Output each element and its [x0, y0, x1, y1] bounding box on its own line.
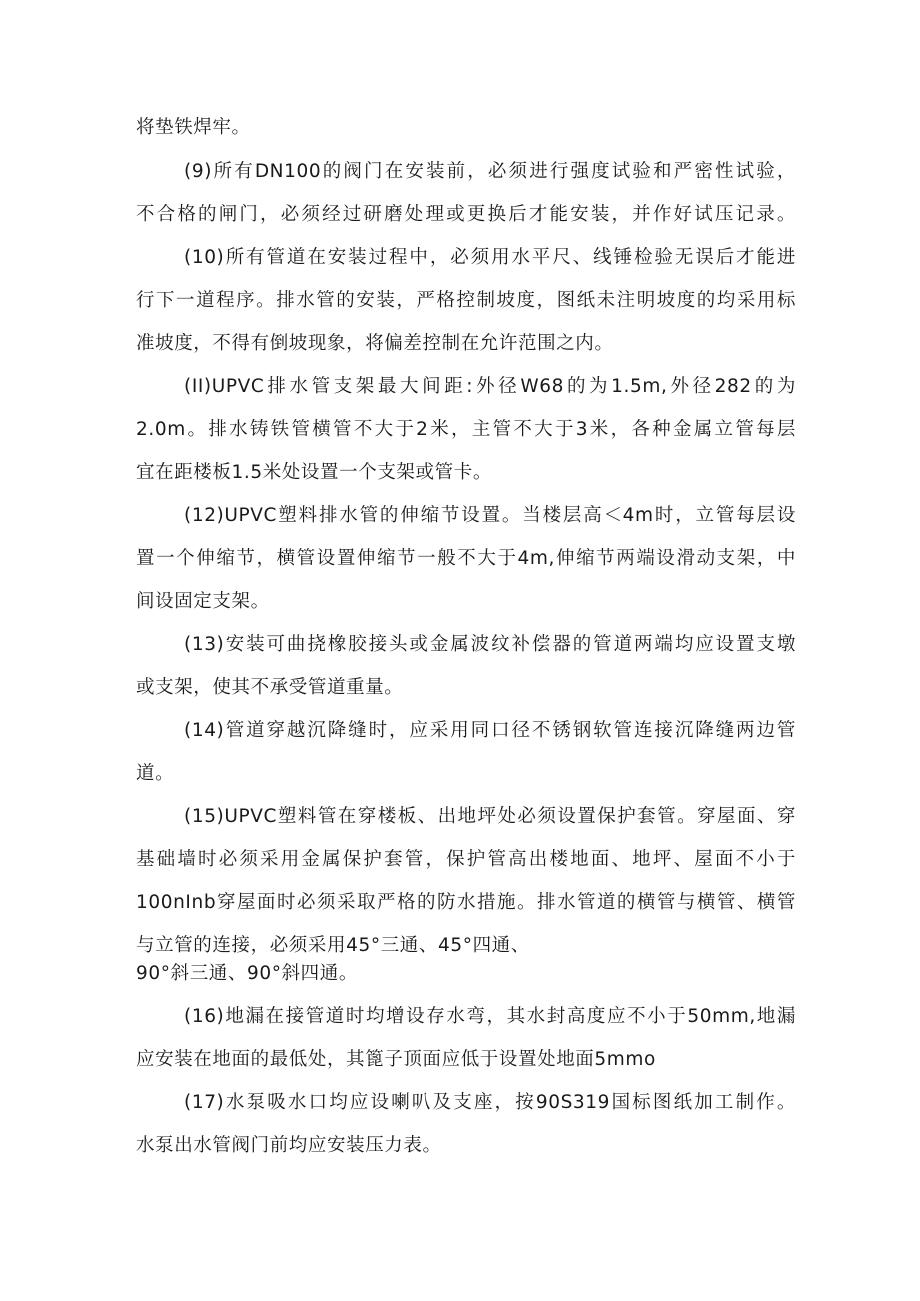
paragraph-12-line-3: 间设固定支架。	[136, 591, 270, 612]
paragraph-16-line-2: 应安装在地面的最低处，其篦子顶面应低于设置处地面5mmo	[136, 1049, 656, 1070]
paragraph-13-line-1: (13)安装可曲挠橡胶接头或金属波纹补偿器的管道两端均应设置支墩	[184, 634, 796, 655]
paragraph-14-line-2: 道。	[136, 763, 175, 784]
paragraph-10-line-1: (10)所有管道在安装过程中，必须用水平尺、线锤检验无误后才能进	[184, 247, 796, 268]
paragraph-9-line-1: (9)所有DN100的阀门在安装前，必须进行强度试验和严密性试验，	[184, 161, 796, 182]
paragraph-12-line-1: (12)UPVC塑料排水管的伸缩节设置。当楼层高＜4m时，立管每层设	[184, 505, 796, 526]
paragraph-17-line-2: 水泵出水管阀门前均应安装压力表。	[136, 1135, 442, 1156]
paragraph-10-line-3: 准坡度，不得有倒坡现象，将偏差控制在允许范围之内。	[136, 333, 614, 354]
paragraph-15-line-3: 100nInb穿屋面时必须采取严格的防水措施。排水管道的横管与横管、横管	[136, 892, 796, 913]
paragraph-15-line-1: (15)UPVC塑料管在穿楼板、出地坪处必须设置保护套管。穿屋面、穿	[184, 806, 796, 827]
paragraph-17-line-1: (17)水泵吸水口均应设喇叭及支座，按90S319国标图纸加工制作。	[184, 1092, 796, 1113]
paragraph-15-line-4: 与立管的连接，必须采用45°三通、45°四通、	[136, 935, 530, 956]
paragraph-11-line-2: 2.0m。排水铸铁管横管不大于2米，主管不大于3米，各种金属立管每层	[136, 419, 796, 440]
paragraph-10-line-2: 行下一道程序。排水管的安装，严格控制坡度，图纸未注明坡度的均采用标	[136, 290, 796, 311]
paragraph-11-line-3: 宜在距楼板1.5米处设置一个支架或管卡。	[136, 462, 492, 483]
paragraph-14-line-1: (14)管道穿越沉降缝时，应采用同口径不锈钢软管连接沉降缝两边管	[184, 720, 796, 741]
paragraph-9-line-2: 不合格的闸门，必须经过研磨处理或更换后才能安装，并作好试压记录。	[136, 204, 796, 225]
paragraph-16-line-1: (16)地漏在接管道时均增设存水弯，其水封高度应不小于50mm,地漏	[184, 1006, 796, 1027]
text-line: 将垫铁焊牢。	[136, 117, 251, 138]
paragraph-12-line-2: 置一个伸缩节，横管设置伸缩节一般不大于4m,伸缩节两端设滑动支架，中	[136, 548, 796, 569]
paragraph-11-line-1: (II)UPVC排水管支架最大间距:外径W68的为1.5m,外径282的为	[184, 376, 796, 397]
paragraph-13-line-2: 或支架，使其不承受管道重量。	[136, 677, 404, 698]
paragraph-15-line-2: 基础墙时必须采用金属保护套管，保护管高出楼地面、地坪、屋面不小于	[136, 849, 796, 870]
paragraph-15-line-5: 90°斜三通、90°斜四通。	[136, 963, 358, 984]
